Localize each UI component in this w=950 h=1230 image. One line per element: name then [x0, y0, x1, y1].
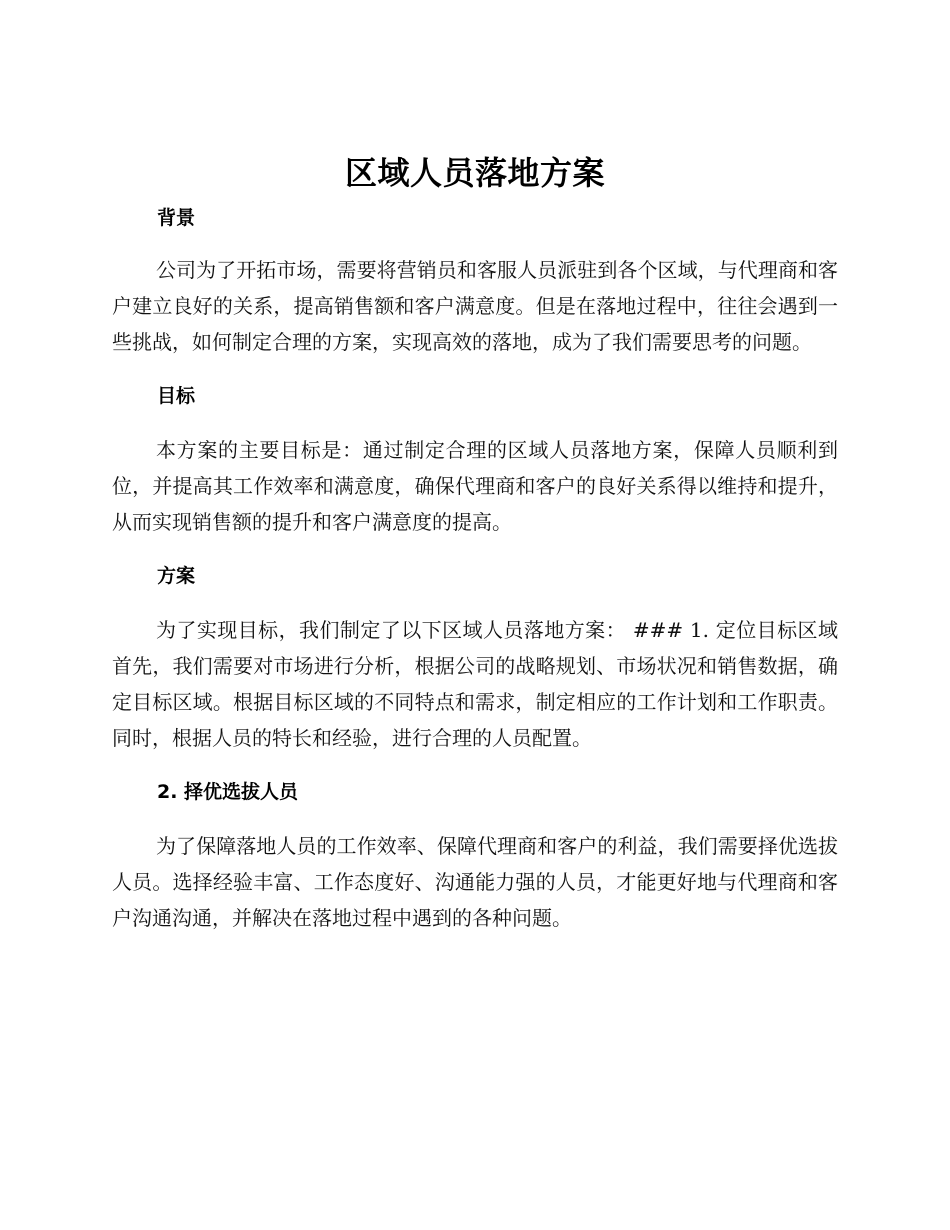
section-heading-selection: 2. 择优选拔人员: [157, 781, 299, 803]
section-paragraph-plan: 为了实现目标，我们制定了以下区域人员落地方案： ### 1. 定位目标区域 首先，我们需要对市场进行分析，根据公司的战略规划、市场状况和销售数据，确定目标区域。根据目标区域的不同特点和需求，制定相应的工作计划和工作职责。同时，根据人员的特长和经验，进行合理的人员配置。: [112, 618, 838, 750]
document-content: [112, 150, 838, 936]
section-paragraph-selection: 为了保障落地人员的工作效率、保障代理商和客户的利益，我们需要择优选拔人员。选择经验丰富、工作态度好、沟通能力强的人员，才能更好地与代理商和客户沟通沟通，并解决在落地过程中遇到的各种问题。: [112, 834, 838, 930]
section-heading-goal: 目标: [157, 385, 196, 407]
section-heading-plan: 方案: [157, 565, 196, 587]
section-paragraph-goal: 本方案的主要目标是：通过制定合理的区域人员落地方案，保障人员顺利到位，并提高其工作效率和满意度，确保代理商和客户的良好关系得以维持和提升，从而实现销售额的提升和客户满意度的提高。: [112, 438, 838, 534]
section-heading-background: 背景: [157, 207, 196, 229]
page-title: 区域人员落地方案: [344, 154, 605, 192]
section-paragraph-background: 公司为了开拓市场，需要将营销员和客服人员派驻到各个区域，与代理商和客户建立良好的关系，提高销售额和客户满意度。但是在落地过程中，往往会遇到一些挑战，如何制定合理的方案，实现高效的落地，成为了我们需要思考的问题。: [112, 258, 838, 354]
